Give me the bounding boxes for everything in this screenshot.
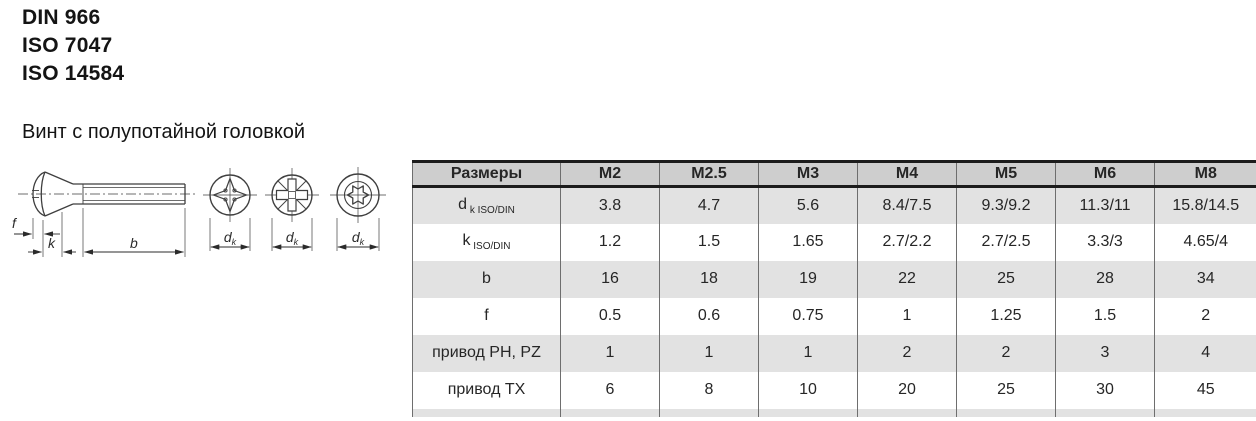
spec-cell: 22 — [858, 261, 957, 298]
spec-cell: 1 — [858, 298, 957, 335]
spec-cell: 10 — [759, 372, 858, 409]
spec-cell: 1.5 — [660, 224, 759, 261]
table-row — [413, 298, 1256, 335]
spec-cell: 18 — [660, 261, 759, 298]
spec-cell: 0.6 — [660, 298, 759, 335]
partial-next-row — [413, 409, 1256, 417]
product-name: Винт с полупотайной головкой — [22, 121, 306, 143]
spec-cell: 1 — [561, 335, 660, 372]
dim-label-k: k — [48, 235, 55, 251]
spec-cell — [858, 409, 957, 417]
spec-cell: 1.2 — [561, 224, 660, 261]
standard-iso-14584: ISO 14584 — [22, 62, 125, 85]
spec-cell: 3 — [1056, 335, 1155, 372]
spec-cell: 1.25 — [957, 298, 1056, 335]
column-header: M6 — [1056, 162, 1155, 187]
spec-cell: 2.7/2.5 — [957, 224, 1056, 261]
spec-cell: 11.3/11 — [1056, 187, 1155, 224]
column-header: M2 — [561, 162, 660, 187]
spec-cell: 4.7 — [660, 187, 759, 224]
spec-cell: 15.8/14.5 — [1155, 187, 1256, 224]
spec-cell: 6 — [561, 372, 660, 409]
spec-cell: 2 — [858, 335, 957, 372]
row-label: b — [413, 261, 561, 298]
row-label: привод TX — [413, 372, 561, 409]
spec-cell — [759, 409, 858, 417]
row-label: k $_{ISO/DIN}$ — [413, 224, 561, 261]
spec-cell — [561, 409, 660, 417]
spec-cell: 2 — [957, 335, 1056, 372]
spec-cell — [1056, 409, 1155, 417]
spec-cell: 34 — [1155, 261, 1256, 298]
table-row — [413, 224, 1256, 261]
spec-cell — [957, 409, 1056, 417]
spec-cell: 8.4/7.5 — [858, 187, 957, 224]
spec-cell: 16 — [561, 261, 660, 298]
spec-cell: 2.7/2.2 — [858, 224, 957, 261]
spec-cell: 3.3/3 — [1056, 224, 1155, 261]
table-row — [413, 335, 1256, 372]
phillips-head-view — [203, 168, 257, 251]
dimension-f — [12, 215, 60, 234]
dim-label-dk: $d_k$ — [223, 229, 237, 247]
extension-lines — [33, 208, 185, 257]
dim-label-f: f — [12, 215, 16, 231]
standards-block — [22, 4, 124, 88]
spec-cell: 9.3/9.2 — [957, 187, 1056, 224]
table-row — [413, 372, 1256, 409]
spec-cell: 1.5 — [1056, 298, 1155, 335]
spec-cell: 25 — [957, 261, 1056, 298]
spec-cell: 2 — [1155, 298, 1256, 335]
spec-cell: 5.6 — [759, 187, 858, 224]
spec-cell: 1 — [759, 335, 858, 372]
column-header: M5 — [957, 162, 1056, 187]
spec-cell: 25 — [957, 372, 1056, 409]
technical-drawing — [6, 162, 408, 288]
dimension-k — [28, 235, 76, 252]
spec-table-wrap — [412, 160, 1256, 417]
dim-label-dk: $d_k$ — [351, 229, 365, 247]
standard-din: DIN 966 — [22, 6, 101, 29]
column-header: Размеры — [413, 162, 561, 187]
spec-cell: 8 — [660, 372, 759, 409]
column-header: M4 — [858, 162, 957, 187]
spec-cell: 30 — [1056, 372, 1155, 409]
spec-cell: 4.65/4 — [1155, 224, 1256, 261]
spec-cell: 4 — [1155, 335, 1256, 372]
table-row — [413, 261, 1256, 298]
spec-cell: 19 — [759, 261, 858, 298]
spec-cell: 3.8 — [561, 187, 660, 224]
spec-cell: 0.75 — [759, 298, 858, 335]
spec-cell: 1 — [660, 335, 759, 372]
row-label: d $_{k ISO/DIN}$ — [413, 187, 561, 224]
dimension-b — [85, 235, 184, 252]
spec-cell — [413, 409, 561, 417]
dim-label-b: b — [130, 235, 138, 251]
column-header: M3 — [759, 162, 858, 187]
spec-cell — [660, 409, 759, 417]
spec-cell: 20 — [858, 372, 957, 409]
row-label: f — [413, 298, 561, 335]
spec-cell — [1155, 409, 1256, 417]
pozidriv-head-view — [265, 168, 319, 251]
column-header: M2.5 — [660, 162, 759, 187]
spec-cell: 28 — [1056, 261, 1155, 298]
row-label: привод PH, PZ — [413, 335, 561, 372]
spec-cell: 0.5 — [561, 298, 660, 335]
spec-cell: 1.65 — [759, 224, 858, 261]
column-header: M8 — [1155, 162, 1256, 187]
standard-iso-7047: ISO 7047 — [22, 34, 113, 57]
dim-label-dk: $d_k$ — [285, 229, 299, 247]
spec-cell: 45 — [1155, 372, 1256, 409]
spec-table — [412, 160, 1256, 417]
table-row — [413, 187, 1256, 224]
torx-head-view — [330, 167, 386, 251]
screw-side-view — [18, 172, 196, 216]
